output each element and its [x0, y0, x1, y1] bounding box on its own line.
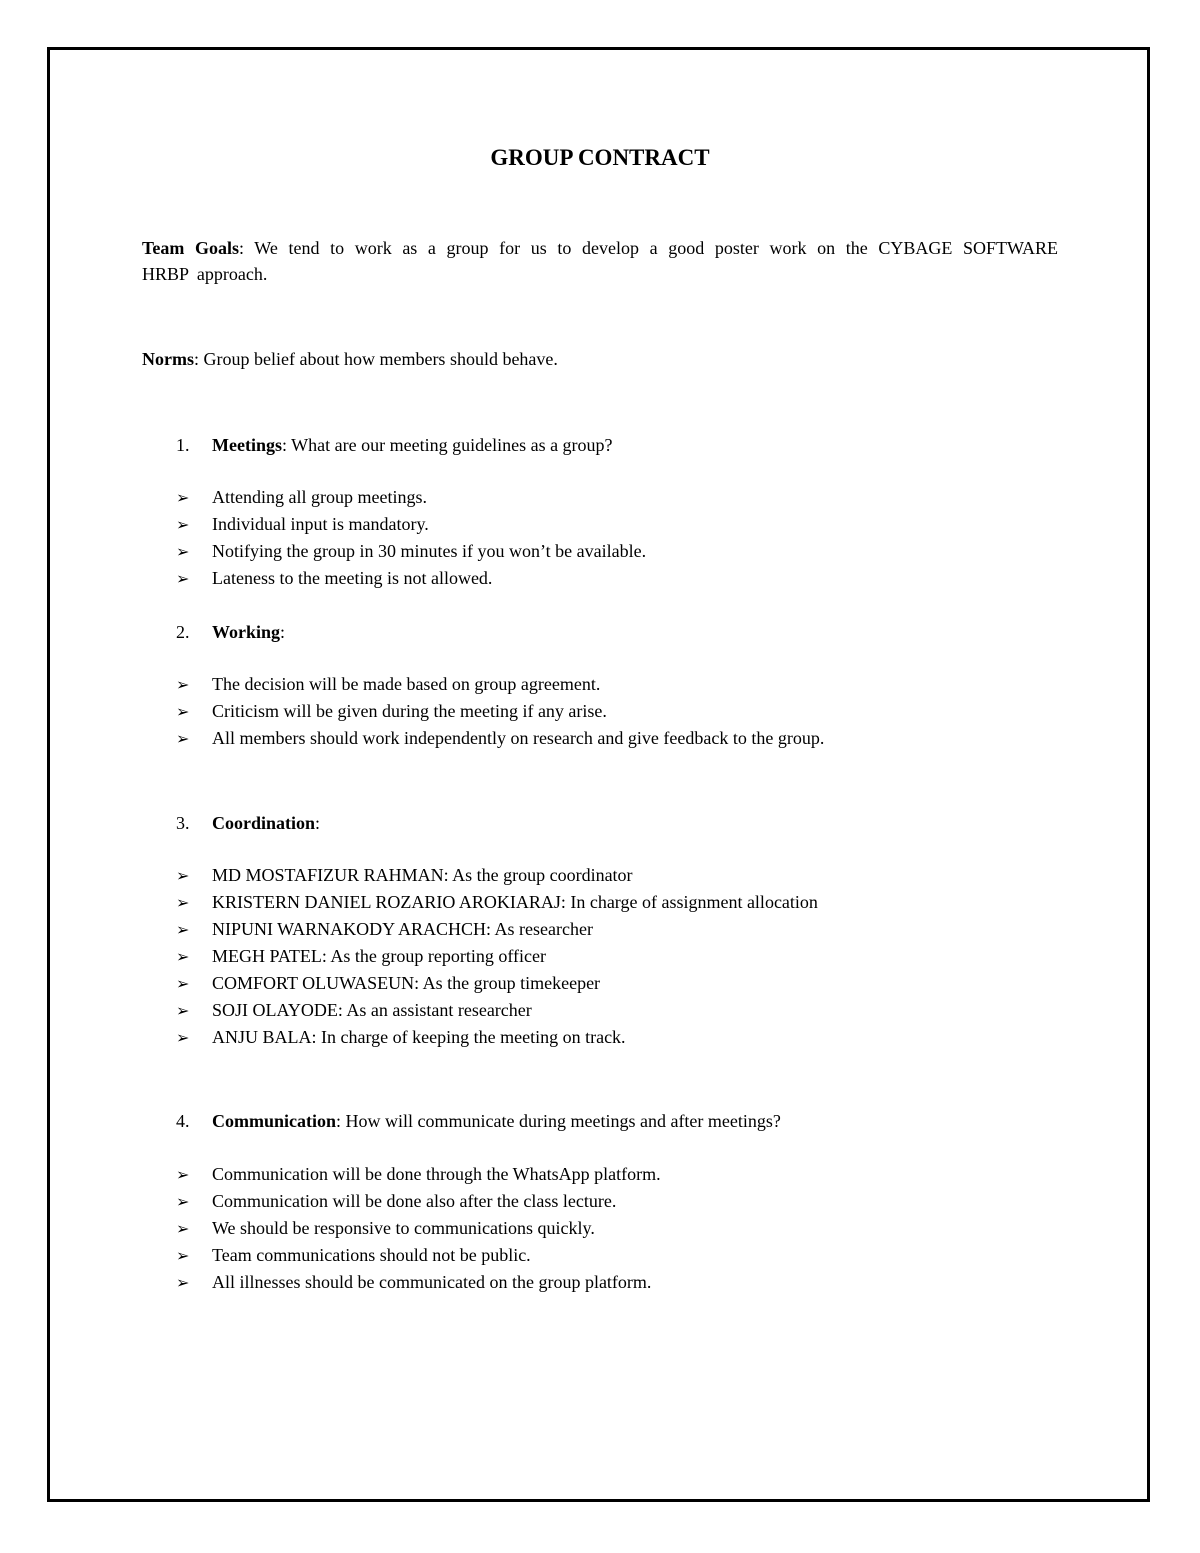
- arrow-bullet-icon: ➢: [176, 1273, 190, 1292]
- list-item: ➢ Lateness to the meeting is not allowed.: [176, 565, 646, 592]
- team-goals-text: : We tend to work as a group for us to develop a good poster work on the CYBAGE SOFTWARE HRBP approach.: [142, 238, 1059, 284]
- section-text: : How will communicate during meetings and after meetings?: [336, 1111, 781, 1131]
- section-label: Working: [212, 622, 281, 642]
- arrow-bullet-icon: ➢: [176, 702, 190, 721]
- section-heading-communication: [176, 1108, 781, 1134]
- section-text: : What are our meeting guidelines as a group?: [281, 435, 613, 455]
- communication-list: [176, 1161, 661, 1296]
- team-goals-label: Team Goals: [142, 238, 239, 258]
- norms-paragraph: [142, 346, 1058, 372]
- list-item: ➢ MD MOSTAFIZUR RAHMAN: As the group coordinator: [176, 862, 818, 889]
- arrow-bullet-icon: ➢: [176, 515, 190, 534]
- section-text: :: [280, 622, 286, 642]
- list-item: ➢ Individual input is mandatory.: [176, 511, 646, 538]
- document-title: GROUP CONTRACT: [490, 145, 710, 170]
- arrow-bullet-icon: ➢: [176, 729, 190, 748]
- arrow-bullet-icon: ➢: [176, 1192, 190, 1211]
- section-number: 3.: [176, 813, 190, 833]
- list-item: ➢ The decision will be made based on group agreement.: [176, 671, 824, 698]
- list-item: ➢ We should be responsive to communications quickly.: [176, 1215, 661, 1242]
- list-item: ➢ SOJI OLAYODE: As an assistant researcher: [176, 997, 818, 1024]
- arrow-bullet-icon: ➢: [176, 542, 190, 561]
- section-label: Coordination: [212, 813, 316, 833]
- arrow-bullet-icon: ➢: [176, 1246, 190, 1265]
- norms-text: : Group belief about how members should behave.: [194, 349, 558, 369]
- arrow-bullet-icon: ➢: [176, 675, 190, 694]
- list-item: ➢ Communication will be done through the WhatsApp platform.: [176, 1161, 661, 1188]
- list-item: ➢ Communication will be done also after the class lecture.: [176, 1188, 661, 1215]
- list-item: ➢ COMFORT OLUWASEUN: As the group timekeeper: [176, 970, 818, 997]
- list-item: ➢ Team communications should not be public.: [176, 1242, 661, 1269]
- team-goals-paragraph: [142, 235, 1058, 287]
- list-item: ➢ Criticism will be given during the meeting if any arise.: [176, 698, 824, 725]
- list-item: ➢ All illnesses should be communicated on the group platform.: [176, 1269, 661, 1296]
- section-label: Communication: [212, 1111, 337, 1131]
- arrow-bullet-icon: ➢: [176, 1028, 190, 1047]
- list-item: ➢ All members should work independently on research and give feedback to the group.: [176, 725, 824, 752]
- arrow-bullet-icon: ➢: [176, 974, 190, 993]
- arrow-bullet-icon: ➢: [176, 488, 190, 507]
- list-item: ➢ Notifying the group in 30 minutes if you won’t be available.: [176, 538, 646, 565]
- norms-label: Norms: [142, 349, 194, 369]
- section-heading-working: [176, 619, 285, 645]
- arrow-bullet-icon: ➢: [176, 947, 190, 966]
- arrow-bullet-icon: ➢: [176, 866, 190, 885]
- coordination-list: [176, 862, 818, 1051]
- section-heading-coordination: [176, 810, 320, 836]
- section-number: 1.: [176, 435, 190, 455]
- section-heading-meetings: [176, 432, 613, 458]
- list-item: ➢ Attending all group meetings.: [176, 484, 646, 511]
- list-item: ➢ ANJU BALA: In charge of keeping the meeting on track.: [176, 1024, 818, 1051]
- section-number: 4.: [176, 1111, 190, 1131]
- arrow-bullet-icon: ➢: [176, 569, 190, 588]
- arrow-bullet-icon: ➢: [176, 920, 190, 939]
- meetings-list: [176, 484, 646, 592]
- list-item: ➢ NIPUNI WARNAKODY ARACHCH: As researcher: [176, 916, 818, 943]
- arrow-bullet-icon: ➢: [176, 1001, 190, 1020]
- arrow-bullet-icon: ➢: [176, 893, 190, 912]
- list-item: ➢ MEGH PATEL: As the group reporting officer: [176, 943, 818, 970]
- working-list: [176, 671, 824, 752]
- list-item: ➢ KRISTERN DANIEL ROZARIO AROKIARAJ: In charge of assignment allocation: [176, 889, 818, 916]
- section-text: :: [315, 813, 321, 833]
- section-label: Meetings: [212, 435, 282, 455]
- arrow-bullet-icon: ➢: [176, 1219, 190, 1238]
- section-number: 2.: [176, 622, 190, 642]
- arrow-bullet-icon: ➢: [176, 1165, 190, 1184]
